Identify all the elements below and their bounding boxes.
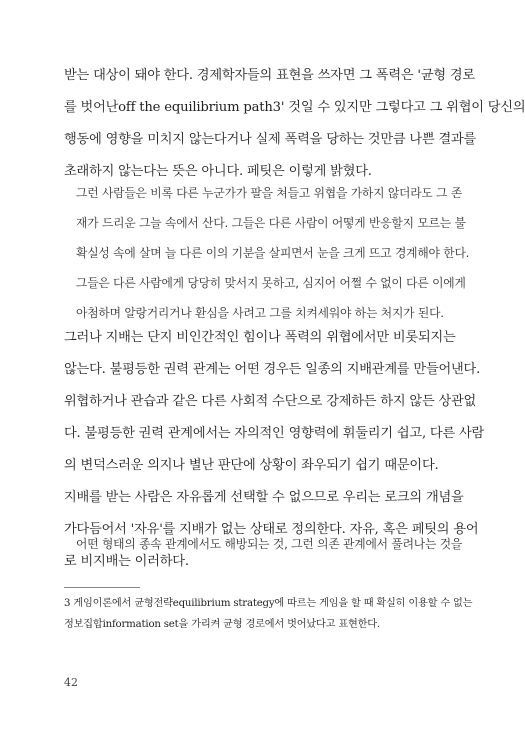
quote-line: 확실성 속에 살며 늘 다른 이의 기분을 살피면서 눈을 크게 뜨고 경계해야 한다. (76, 246, 470, 260)
page-number: 42 (64, 676, 78, 689)
quote-line: 어떤 형태의 종속 관계에서도 해방되는 것, 그런 의존 관계에서 풀려나는 것을 (76, 537, 463, 551)
text-line: 그러나 지배는 단지 비인간적인 힘이나 폭력의 위협에서만 비롯되지는 (64, 330, 456, 345)
text-line: 초래하지 않는다는 뜻은 아니다. 페팃은 이렇게 밝혔다. (64, 164, 372, 179)
quote-line: 그들은 다른 사람에게 당당히 맞서지 못하고, 심지어 어쩔 수 없이 다른 이에게 (76, 276, 466, 290)
text-line: 받는 대상이 돼야 한다. 경제학자들의 표현을 쓰자면 그 폭력은 '균형 경로 (64, 68, 475, 83)
body-paragraph-1 (64, 60, 525, 188)
text-line: 다. 불평등한 권력 관계에서는 자의적인 영향력에 휘둘리기 쉽고, 다른 사람 (64, 426, 485, 441)
text-line: 가다듬어서 '자유'를 지배가 없는 상태로 정의한다. 자유, 혹은 페팃의 용어 (64, 522, 479, 537)
text-line: 로 비지배는 이러하다. (64, 554, 189, 569)
footnote (64, 593, 473, 635)
footnote-line: 정보집합information set을 가리켜 균형 경로에서 벗어났다고 표현한다. (64, 619, 380, 630)
text-line: 지배를 받는 사람은 자유롭게 선택할 수 없으므로 우리는 로크의 개념을 (64, 490, 464, 505)
quote-line: 아첨하며 알랑거리거나 환심을 사려고 그를 치켜세워야 하는 처지가 된다. (76, 306, 444, 320)
quote-line: 재가 드리운 그늘 속에서 산다. 그들은 다른 사람이 어떻게 반응할지 모르는 불 (76, 216, 466, 230)
text-line: 위협하거나 관습과 같은 다른 사회적 수단으로 강제하든 하지 않든 상관없 (64, 394, 477, 409)
text-line: 의 변덕스러운 의지나 별난 판단에 상황이 좌우되기 쉽기 때문이다. (64, 458, 439, 473)
text-line: 를 벗어난off the equilibrium path3' 것일 수 있지만 그렇다고 그 위협이 당신의 (64, 100, 525, 115)
text-line: 않는다. 불평등한 권력 관계는 어떤 경우든 일종의 지배관계를 만들어낸다. (64, 362, 481, 377)
block-quote-2 (76, 529, 463, 559)
quote-line: 그런 사람들은 비록 다른 누군가가 팔을 쳐들고 위협을 가하지 않더라도 그 존 (76, 186, 463, 200)
footnote-line: 3 게임이론에서 균형전략equilibrium strategy에 따르는 게임을 할 때 확실히 이용할 수 없는 (64, 598, 473, 609)
footnote-divider (64, 587, 140, 588)
block-quote-1 (76, 178, 470, 328)
text-line: 행동에 영향을 미치지 않는다거나 실제 폭력을 당하는 것만큼 나쁜 결과를 (64, 132, 477, 147)
